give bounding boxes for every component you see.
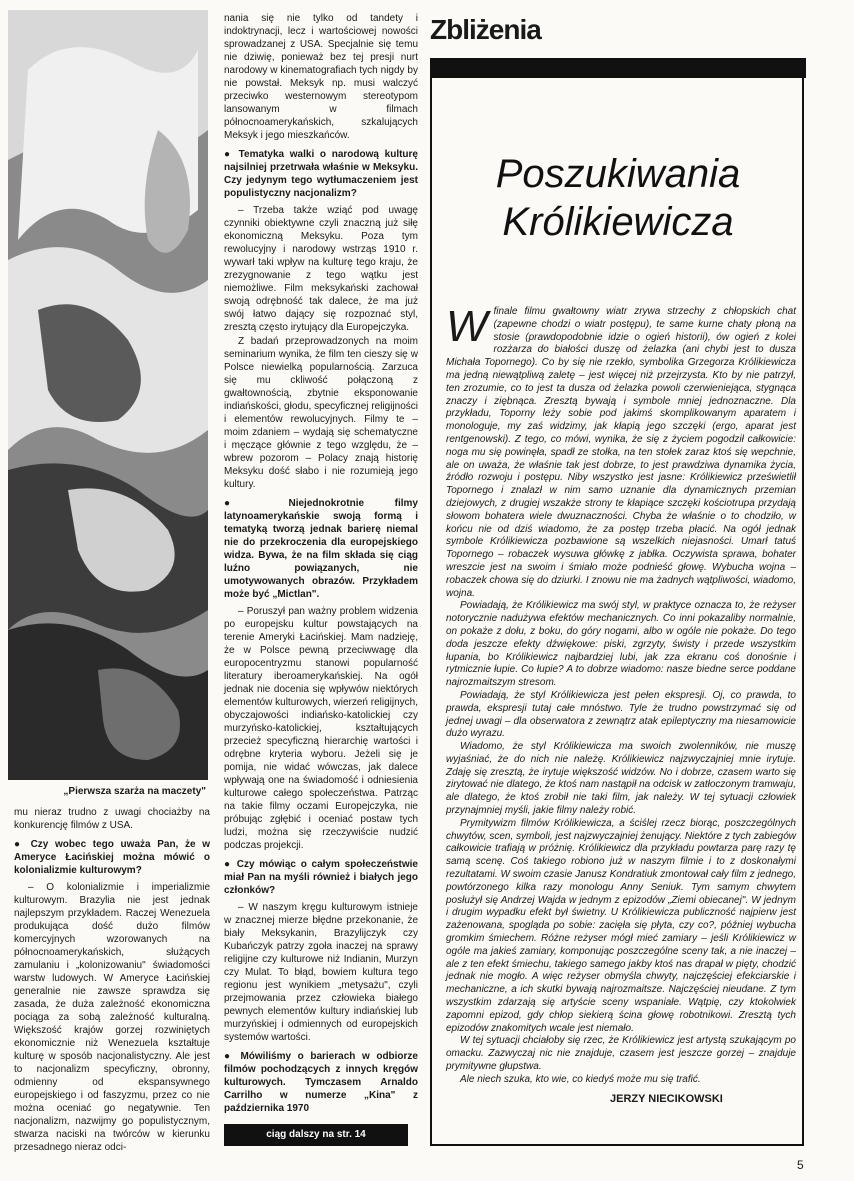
paragraph: – Poruszył pan ważny problem widzenia po europejsku kultur powstających na terenie Ameryki Łacińskiej. Mam nadzieję, że w Polsce pewną przeciwwagę dla europocentryzmu stanowi popularność literatury iberoamerykańskiej. Na ogół jednak nie docenia się wpływów niektórych elementów kulturowych, wierzeń religijnych, obyczajowości indiańsko-katolickiej czy murzyńsko-katolickiej, kształtujących przecież specyficzną hierarchię wartości i odrębne kryteria wyboru. Jeżeli się je pomija, nie widać wówczas, jak dalece wpływają one na świadomość i odniesienia kulturowe całego społeczeństwa. Patrząc na takie filmy oczami Europejczyka, nie próbując zgłębić i oceniać postaw tych ludzi, można się rzeczywiście nudzić podczas projekcji.: [224, 606, 418, 851]
interview-question: ● Tematyka walki o narodową kulturę najsilniej przetrwała właśnie w Meksyku. Czy jedynym tego wytłumaczeniem jest populistyczny nacjonalizm?: [224, 148, 418, 200]
interview-question: ● Mówiliśmy o barierach w odbiorze filmów pochodzących z innych kręgów kulturowych. Tymczasem Arnaldo Carrilho w numerze „Kina" z października 1970: [224, 1050, 418, 1115]
article-paragraph: Ale niech szuka, kto wie, co kiedyś może mu się trafić.: [460, 1073, 701, 1085]
section-header-bar: [430, 58, 806, 78]
author-signature: JERZY NIECIKOWSKI: [610, 1093, 723, 1105]
paragraph: – Trzeba także wziąć pod uwagę czynniki obiektywne czyli znaczną już siłę ekonomiczną Meksyku. Poza tym rewolucyjny i narodowy wstrząs 1910 r. wywarł taki wpływ na kulturę tego kraju, że zrezygnowanie z tego wątku jest niemożliwe. Film meksykański zachował swoją odrębność tak dalece, że ma już swój łatwo dający się rozpoznać styl, zresztą często irytujący dla Europejczyka.: [224, 205, 418, 333]
article-paragraph: Powiadają, że styl Królikiewicza jest pełen ekspresji. Oj, co prawda, to prawda, ekspresji tutaj całe mnóstwo. Tyle że trudno powstrzymać się od jednej uwagi – dla obserwatora z zewnątrz atak epileptyczny ma niesamowicie dużo wyrazu.: [446, 689, 796, 740]
interview-column-left: [14, 806, 210, 1155]
interview-question: ● Czy wobec tego uważa Pan, że w Ameryce Łacińskiej można mówić o kolonializmie kulturowym?: [14, 838, 210, 877]
paragraph: mu nieraz trudno z uwagi chociażby na konkurencję filmów z USA.: [14, 807, 210, 831]
article-paragraph-text: finale filmu gwałtowny wiatr zrywa strzechy z chłopskich chat (zapewne chodzi o wiatr postępu), te same kurne chaty płoną na stosie (prawdopodobnie idzie o ogień historii), ów ogień z kolei rozżarza do białości duszę od żelazka (ani chybi jest to dusza Michała Topornego). Co by się nie rzekło, symbolika Grzegorza Królikiewicza ma jedną niewątpliwą zaletę – jest więcej niż przejrzysta. Kto by nie patrzył, ten zrozumie, co to jest ta dusza od żelazka powoli czerwieniejąca, stygnąca znaczy i ziębnąca. Zresztą bywają i symbole mniej jednoznaczne. Dla przykładu, Toporny leży sobie pod jakimś skomplikowanym aparatem i monologuje, my zaś widzimy, jak kłapią jego szczęki (ergo, aparat jest rentgenowski). Z tego, co mówi, wynika, że się z życiem pogodził całkowicie: noga mu się powinęła, spadł ze stołka, na ten stołek zaraz ktoś się wepchnie, ale on uważa, że właśnie tak jest dobrze, to jest prawdziwa dynamika życia, źródło rozwoju i postępu. Niby wszystko jest jasne: Królikiewicz prześwietlił Topornego i znalazł w nim samo uznanie dla dynamicznych przemian dziejowych, z drugiej wszakże strony te kłapiące szczęki kościotrupa przydają słowom bohatera wiele dwuznaczności. Chyba że właśnie o to chodziło, w końcu nie od dziś wiadomo, że za postęp trzeba płacić. Na ogół jednak symbole Królikiewicza pozbawione są wszelkich niejasności. Umarł tatuś Topornego – robaczek wysuwa główkę z jabłka. Oczywista sprawa, bohater wreszcie jest na swoim i śmiało może podnieść głowę. Wybucha wojna – robaczek chowa się do dziurki. I znowu nie ma żadnych wątpliwości, wiadomo, wojna.: [446, 306, 796, 599]
title-line-1: Poszukiwania: [495, 152, 741, 196]
section-rubric: Zbliżenia: [430, 14, 541, 45]
article-paragraph: Prymitywizm filmów Królikiewicza, a ściślej rzecz biorąc, poszczególnych chwytów, scen, symboli, jest najzwyczajniej żenujący. Niektóre z tych zabiegów całkowicie trafiają w próżnię. Królikiewicz dla przykładu powtarza parę razy tę samą scenę. Coś takiego robiono już w naszym filmie i to z doskonałymi rezultatami. W swoim czasie Janusz Kondratiuk zmontował cały film z jednego, powtórzonego kilka razy monologu Anny Seniuk. Tym samym chwytem posłużył się Andrzej Wajda w jednym z epizodów „Ziemi obiecanej". W jednym i drugim wypadku efekt był świetny. U Królikiewicza publiczność najpierw jest zażenowana, spogląda po sobie: zacięła się płyta, czy co?, później wybucha gromkim śmiechem. Różne reżyser mógł mieć zamiary – jeśli Królikiewicz w ogóle ma jakieś zamiary, komponując poszczególne sceny tak, a nie inaczej – ale z ten efekt śmiechu, takiego samego jakby ktoś nas drapał w pięty, chodzić jednak nie mogło. A więc reżyser obmyśla chwyty, najczęściej efekciarskie i mechaniczne, a ich skutki bywają najrozmaitsze. Najczęściej nieudane. Z tym wszystkim zdarzają się artyście sceny wspaniałe. Wątpię, czy ktokolwiek zapomni epizod, gdy chłop siekierą ścina głowę robotnikowi. Zresztą tych epizodów znakomitych wcale jest niemało.: [446, 817, 796, 1034]
article-title: [440, 150, 796, 246]
review-article-body: [446, 302, 796, 1087]
paragraph: Z badań przeprowadzonych na moim seminarium wynika, że film ten cieszy się w Polsce niewielką popularnością. Zarzuca się mu ckliwość połączoną z gwałtownością, zbytnie eksponowanie indiańskości, głodu, specyficznej religijności i elementów rewolucyjnych. Filmy te – moim zdaniem – wydają się schematyczne i męczące głównie z tego względu, że – wbrew pozorom – Polacy znają historię Meksyku dość słabo i nie rozumieją jego kultury.: [224, 336, 418, 490]
article-paragraph: W tej sytuacji chciałoby się rzec, że Królikiewicz jest artystą szukającym po omacku. Zazwyczaj nic nie znajduje, czasem jest jeszcze gorzej – znajduje prymitywne głupstwa.: [446, 1035, 796, 1073]
drop-cap: W: [446, 302, 488, 351]
article-paragraph: Powiadają, że Królikiewicz ma swój styl, w praktyce oznacza to, że reżyser notorycznie nadużywa efektów mechanicznych. Co inni pokazaliby normalnie, on pokaże z dołu, z boku, do góry nogami, albo w ogóle nie pokaże. Do tego doda jeszcze efekty dźwiękowe: piski, zgrzyty, świsty i przede wszystkim łupania, bo Królikiewicz najbardziej lubi, jak zza ekranu coś donośnie i rytmicznie łupie. Co łupie? A to dobrze wiadomo: nasze biedne serce poddane najrozmaitszym stresom.: [446, 600, 796, 689]
photo-caption: „Pierwsza szarża na maczety": [63, 786, 206, 797]
interview-question: ● Czy mówiąc o całym społeczeństwie miał Pan na myśli również i białych jego członków?: [224, 858, 418, 897]
page-number: 5: [797, 1158, 804, 1172]
interview-question: ● Niejednokrotnie filmy latynoamerykańskie swoją formą i tematyką tworzą jednak barierę niemal nie do przekroczenia dla europejskiego widza. Bywa, że na film składa się ciąg luźno powiązanych, nie umotywowanych obrazów. Przykładem może być „Mictlan".: [224, 497, 418, 601]
paragraph: – O kolonializmie i imperializmie kulturowym. Brazylia nie jest jednak najlepszym przykładem. Raczej Wenezuela produkująca dość dużo filmów komercyjnych wzorowanych na północnoamerykańskich, służących zamulaniu i „kolonizowaniu" świadomości warstw ludowych. W Ameryce Łacińskiej generalnie nie zawsze sprawdza się zasada, że duża zależność ekonomiczna pociąga za sobą zależność kulturalną. Większość krajów gorzej rozwiniętych ekonomicznie niż Wenezuela kształtuje kulturę w sposób nacjonalistyczny. Ale jest to nacjonalizm specyficzny, obronny, odmienny od ekspansywnego europejskiego i od faszyzmu, przez co nie można oceniać go negatywnie. Ten nacjonalizm, nazwijmy go populistycznym, stwarza naciski na twórców w kierunku przesadnego nieraz odci-: [14, 882, 210, 1153]
film-still-photo: [8, 10, 208, 780]
continued-on-page-note: ciąg dalszy na str. 14: [224, 1124, 408, 1146]
title-line-2: Królikiewicza: [502, 200, 734, 244]
article-paragraph: Wiadomo, że styl Królikiewicza ma swoich zwolenników, nie muszę wyjaśniać, że do nich nie należę. Królikiewicz najzwyczajniej mnie irytuje. Zdaję się zresztą, że irytuje większość widzów. No i dobrze, czasem warto się zirytować nie dlatego, że ktoś nam nastąpił na odcisk w zatłoczonym tramwaju, ale dlatego, że ktoś zrobił nie taki film, jak należy. W tej sytuacji człowiek przynajmniej myśli, jakie filmy należy robić.: [446, 741, 796, 817]
paragraph: – W naszym kręgu kulturowym istnieje w znacznej mierze błędne przekonanie, że biały Meksykanin, Brazylijczyk czy Kubańczyk patrzy zgoła inaczej na sprawy religijne czy kulturowe niż Indianin, Murzyn czy Mulat. To błąd, bowiem kultura tego regionu jest wynikiem „metysażu", czyli przejmowania przez człowieka białego pewnych elementów kultury indiańskiej lub murzyńskiej i odmiennych od europejskich systemów wartości.: [224, 902, 418, 1043]
paragraph: nania się nie tylko od tandety i indoktrynacji, lecz i wartościowej nowości sprowadzanej z USA. Specjalnie się temu nie dziwię, ponieważ bez tej presji nurt narodowy w kinematografiach tych nigdy by nie powstał. Meksyk np. musi walczyć przeciwko westernowym stereotypom lansowanym w filmach północnoamerykańskich, szkalujących Meksyk i jego mieszkańców.: [224, 13, 418, 141]
interview-column-middle: [224, 12, 418, 1119]
article-paragraph: [446, 302, 796, 600]
